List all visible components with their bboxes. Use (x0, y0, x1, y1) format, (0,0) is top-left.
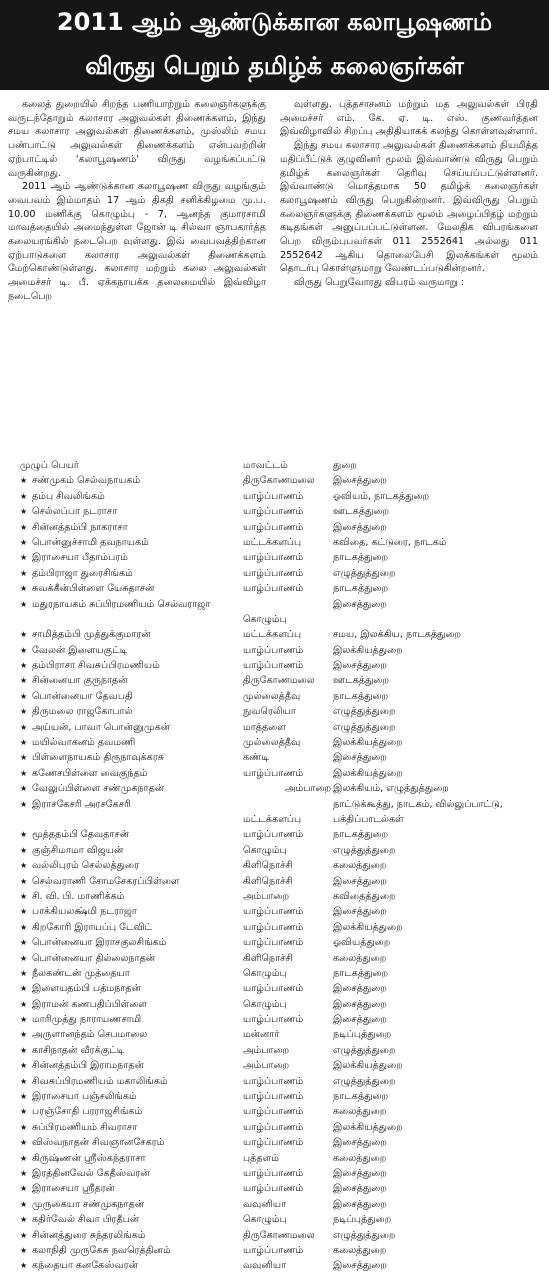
article-column-left (8, 98, 266, 426)
table-row (20, 781, 545, 796)
awardee-district: அம்பாறை (243, 890, 290, 902)
awardee-district: யாழ்ப்பாணம் (243, 521, 304, 533)
awardee-district: யாழ்ப்பாணம் (243, 1183, 304, 1195)
awardee-field: எழுத்துத்துறை (333, 1229, 396, 1241)
header-district: மாவட்டம் (243, 460, 288, 471)
awardee-district: அம்பாறை (285, 783, 332, 795)
awardee-name: வல்லிபுரம் செல்லத்துரை (32, 860, 140, 872)
awardee-name: தம்பிராஜா துரைசிங்கம் (32, 567, 133, 579)
star-bullet-icon: ★ (20, 799, 28, 809)
table-row (20, 520, 545, 535)
table-row (20, 797, 545, 828)
awardee-district: கொழும்பு (243, 844, 287, 856)
awardee-district: கொழும்பு (243, 998, 287, 1010)
awardee-field: கலைத்துறை (333, 860, 387, 872)
awardee-field: இசைத்துறை (333, 521, 387, 533)
table-row (20, 473, 545, 488)
awardee-name: காசிநாதன் வீரக்குட்டி (32, 1044, 125, 1056)
awardee-name: பொன்னையா தில்லைநாதன் (32, 952, 156, 964)
awardee-name: அய்யன், பாவா பொன்னுமுகன் (32, 721, 171, 733)
table-row (20, 1027, 545, 1042)
table-row (20, 1166, 545, 1181)
star-bullet-icon: ★ (20, 599, 28, 609)
awardee-name: சி. வி. பி. மாணிக்கம் (32, 890, 125, 902)
awardee-field: இசைத்துறை (333, 475, 387, 487)
awardee-name: வேலன் இளையகுட்டி (32, 644, 128, 656)
star-bullet-icon: ★ (20, 568, 28, 578)
star-bullet-icon: ★ (20, 876, 28, 886)
awardee-field: நாட்டுக்கூத்து, நாடகம், வில்லுப்பாட்டு, பக்திப்பாடல்கள் (333, 798, 503, 826)
table-row (20, 1120, 545, 1135)
awardee-district: மட்டக்களப்பு (243, 629, 302, 641)
awardee-district: யாழ்ப்பாணம் (243, 829, 304, 841)
star-bullet-icon: ★ (20, 1199, 28, 1209)
star-bullet-icon: ★ (20, 522, 28, 532)
awardee-name: பொன்னையா தேவபதி (32, 690, 133, 702)
table-row (20, 1181, 545, 1196)
awardee-name: கிறகோரி இராயப்பு டேவிட் (32, 921, 153, 933)
awardee-district: கிளிநொச்சி (243, 952, 293, 964)
awardee-district: வவுனியா (243, 1260, 287, 1272)
awardee-field: இசைத்துறை (333, 1168, 387, 1179)
star-bullet-icon: ★ (20, 645, 28, 655)
table-row (20, 1243, 545, 1258)
star-bullet-icon: ★ (20, 1215, 28, 1225)
awardee-name: திருமலை ராஜகோபால் (32, 706, 133, 718)
awardee-district: யாழ்ப்பாணம் (243, 1014, 304, 1026)
awardee-district: யாழ்ப்பாணம் (243, 983, 304, 995)
awardee-table (20, 458, 545, 1274)
awardee-field: இலக்கியத்துறை (333, 1121, 403, 1133)
awardee-name: சிவசுப்பிரமணியம் மகாலிங்கம் (32, 1075, 168, 1087)
table-row (20, 920, 545, 935)
table-row (20, 704, 545, 719)
awardee-field: இலக்கியத்துறை (333, 1060, 403, 1072)
awardee-field: இசைத்துறை (333, 752, 387, 764)
star-bullet-icon: ★ (20, 1045, 28, 1055)
star-bullet-icon: ★ (20, 1107, 28, 1117)
awardee-district: யாழ்ப்பாணம் (243, 767, 304, 779)
table-row (20, 489, 545, 504)
awardee-name: முருகையா சண்முகநாதன் (32, 1198, 145, 1210)
star-bullet-icon: ★ (20, 630, 28, 640)
awardee-field: இசைத்துறை (333, 1014, 387, 1026)
star-bullet-icon: ★ (20, 722, 28, 732)
awardee-field: கவிதைத்துறை (333, 890, 396, 902)
headline-line-2: விருது பெறும் தமிழ்க் கலைஞர்கள் (85, 52, 464, 80)
awardee-field: இசைத்துறை (333, 1260, 387, 1272)
awardee-name: சின்னையா குருநாதன் (32, 675, 128, 687)
awardee-district: புத்தளம் (243, 1152, 280, 1164)
awardee-field: எழுத்துத்துறை (333, 1044, 396, 1056)
star-bullet-icon: ★ (20, 938, 28, 948)
awardee-name: கந்தையா கனகேஸ்வரன் (32, 1260, 139, 1272)
star-bullet-icon: ★ (20, 1261, 28, 1271)
awardee-field: இலக்கியத்துறை (333, 921, 403, 933)
awardee-field: இசைத்துறை (333, 998, 387, 1010)
star-bullet-icon: ★ (20, 584, 28, 594)
awardee-field: எழுத்துத்துறை (333, 844, 396, 856)
awardee-field: எழுத்துத்துறை (333, 567, 396, 579)
awardee-field: சமய, இலக்கிய, நாடகத்துறை (333, 629, 462, 641)
star-bullet-icon: ★ (20, 968, 28, 978)
awardee-name: கணேசபிள்ளை வைகுந்தம் (32, 767, 148, 779)
awardee-name: சுவக்கீன்பிள்ளை யேசுதாசன் (32, 583, 155, 595)
awardee-district: மாத்தளை (243, 721, 286, 733)
awardee-field: இலக்கியம், எழுத்துத்துறை (333, 783, 449, 795)
star-bullet-icon: ★ (20, 1138, 28, 1148)
table-row (20, 566, 545, 581)
table-row (20, 750, 545, 765)
table-row (20, 889, 545, 904)
article-paragraph: கலைத் துறையில் சிறந்த பணியாற்றும் கலைஞர்களுக்கு வருடந்தோறும் கலாசார அலுவல்கள் திணைக்களம், இந்து சமய கலாசார அலுவல்கள் திணைக்களம், முஸ்லிம் சமய பண்பாட்டு அலுவல்கள் திணைக்களம் என்பவற்றின் ஏற்பாட்டில் 'கலாபூஷணம்' விருது வழங்கப்பட்டு வருகின்றது. (8, 99, 266, 179)
awardee-field: எழுத்துத்துறை (333, 706, 396, 718)
awardee-district: கொழும்பு (243, 967, 287, 979)
star-bullet-icon: ★ (20, 676, 28, 686)
table-row (20, 581, 545, 596)
awardee-field: ஊடகத்துறை (333, 506, 390, 518)
awardee-name: கலாநிதி முருகேசு நவரெத்தினம் (32, 1244, 171, 1256)
star-bullet-icon: ★ (20, 1230, 28, 1240)
star-bullet-icon: ★ (20, 861, 28, 871)
table-row (20, 597, 545, 628)
table-row (20, 1058, 545, 1073)
awardee-name: சின்னத்துரை சுந்தரலிங்கம் (32, 1229, 146, 1241)
awardee-name: நீலகண்டன் முத்தையா (32, 967, 130, 979)
table-row (20, 1104, 545, 1119)
awardee-field: எழுத்துத்துறை (333, 1075, 396, 1087)
star-bullet-icon: ★ (20, 953, 28, 963)
awardee-field: கலைத்துறை (333, 952, 387, 964)
table-row (20, 951, 545, 966)
awardee-name: விஸ்வநாதன் சிவஞானசேகரம் (32, 1137, 165, 1149)
table-row (20, 858, 545, 873)
awardee-name: மூத்ததம்பி தேவதாசன் (32, 829, 130, 841)
table-row (20, 874, 545, 889)
star-bullet-icon: ★ (20, 830, 28, 840)
awardee-field: இசைத்துறை (333, 1183, 387, 1195)
awardee-field: ஓவியத்துறை (333, 937, 391, 949)
awardee-district: கிளிநொச்சி (243, 875, 293, 887)
awardee-district: யாழ்ப்பாணம் (243, 1168, 304, 1179)
article-column-right (280, 98, 538, 426)
awardee-name: சின்னத்தம்பி இராமநாதன் (32, 1060, 144, 1072)
star-bullet-icon: ★ (20, 1153, 28, 1163)
table-row (20, 1197, 545, 1212)
star-bullet-icon: ★ (20, 738, 28, 748)
awardee-name: இராமன் கணபதிப்பிள்ளை (32, 998, 147, 1010)
star-bullet-icon: ★ (20, 1092, 28, 1102)
awardee-field: நாடகத்துறை (333, 1091, 389, 1103)
awardee-district: யாழ்ப்பாணம் (243, 644, 304, 656)
table-row (20, 535, 545, 550)
awardee-name: கிருஷ்ணன் ஸ்ரீஸ்கந்தராசா (32, 1152, 146, 1164)
awardee-district: கண்டி (243, 752, 269, 764)
awardee-name: செல்லப்பா நடராசா (32, 506, 118, 518)
awardee-district: யாழ்ப்பாணம் (243, 490, 304, 502)
awardee-name: தம்பு சிவலிங்கம் (32, 490, 105, 502)
table-row (20, 904, 545, 919)
table-row (20, 935, 545, 950)
star-bullet-icon: ★ (20, 1030, 28, 1040)
star-bullet-icon: ★ (20, 1169, 28, 1178)
awardee-field: ஓவியம், நாடகத்துறை (333, 490, 430, 502)
awardee-district: யாழ்ப்பாணம் (243, 660, 304, 672)
awardee-field: இசைத்துறை (333, 660, 387, 672)
header-field: துறை (333, 460, 357, 471)
awardee-district: யாழ்ப்பாணம் (243, 1137, 304, 1149)
awardee-name: தம்பிராசா சிவசுப்பிரமணியம் (32, 660, 160, 672)
headline-line-1: 2011 ஆம் ஆண்டுக்கான கலாபூஷணம் (56, 8, 493, 36)
header-name: முழுப் பெயர் (20, 460, 79, 471)
star-bullet-icon: ★ (20, 661, 28, 671)
table-row (20, 1228, 545, 1243)
awardee-district: யாழ்ப்பாணம் (243, 552, 304, 564)
star-bullet-icon: ★ (20, 1122, 28, 1132)
awardee-district: கிளிநொச்சி (243, 860, 293, 872)
awardee-district: வவுனியா (243, 1198, 287, 1210)
awardee-name: சின்னத்தம்பி நாகராசா (32, 521, 128, 533)
awardee-name: சண்முகம் செல்வநாயகம் (32, 475, 141, 487)
awardee-name: சுப்பிரமணியம் சிவராசா (32, 1121, 138, 1133)
table-row (20, 1043, 545, 1058)
star-bullet-icon: ★ (20, 507, 28, 517)
awardee-district: அம்பாறை (243, 1060, 290, 1072)
awardee-district: அம்பாறை (243, 1044, 290, 1056)
awardee-name: இராசையா பீதாம்பரம் (32, 552, 128, 564)
awardee-district: மட்டக்களப்பு (243, 814, 302, 825)
awardee-field: இசைத்துறை (333, 875, 387, 887)
article-paragraph: 2011 ஆம் ஆண்டுக்கான கலாபூஷண விருது வழங்கும் வைபவம் இம்மாதம் 17 ஆம் திகதி சனிக்கிழமை மு.ப. 10.00 மணிக்கு கொழும்பு - 7, ஆனந்த குமாரசாமி மாவத்தையில் அமைந்துள்ள ஜோன் டி சில்வா ஞாபகார்த்த கலையரங்கில் நடைபெற வுள்ளது. இவ் வைபவத்திற்கான ஏற்பாடுகளை கலாசார அலுவல்கள் திணைக்களம் மேற்கொண்டுள்ளது. கலாசார மற்றும் கலை அலுவல்கள் அமைச்சர் டி. பீ. ஏக்கநாயக்க தலைமையில் இவ்விழா நடைபெற (8, 181, 266, 302)
awardee-name: இரத்தினவேல் கேதீஸ்வரன் (32, 1168, 150, 1179)
awardee-name: பாக்கியலக்ஷ்மி நடராஜா (32, 906, 137, 918)
awardee-field: கவிதை, கட்டுரை, நாடகம் (333, 536, 447, 548)
awardee-field: நாடகத்துறை (333, 829, 389, 841)
awardee-district: யாழ்ப்பாணம் (243, 921, 304, 933)
awardee-name: பிள்ளைநாயகம் திருநாவுக்கரசு (32, 752, 165, 764)
awardee-district: யாழ்ப்பாணம் (243, 937, 304, 949)
table-row (20, 735, 545, 750)
star-bullet-icon: ★ (20, 845, 28, 855)
star-bullet-icon: ★ (20, 984, 28, 994)
table-row (20, 997, 545, 1012)
awardee-field: இசைத்துறை (333, 906, 387, 918)
article-paragraph: இந்து சமய கலாசார அலுவல்கள் திணைக்களம் நியமித்த மதிப்பீட்டுக் குழுவினர் மூலம் இவ்வாண்டு விருது பெறும் தமிழ்க் கலைஞர்கள் தெரிவு செய்யப்பட்டுள்ளனர். இவ்வாண்டு மொத்தமாக 50 தமிழ்க் கலைஞர்கள் கலாபூஷணம் விருது பெறுகின்றனர். இவ்விருது பெறும் கலைஞர்களுக்கு திணைக்களம் மூலம் அழைப்பிதழ் மற்றும் கடிதங்கள் அனுப்பப்பட்டுள்ளன. மேலதிக விபரங்களை பெற விரும்புபவர்கள் 011 2552641 அல்லது 011 2552642 ஆகிய தொலைபேசி இலக்கங்கள் மூலம் தொடர்பு கொள்ளுமாறு வேண்டப்படுகின்றனர். (280, 140, 538, 275)
table-row (20, 1074, 545, 1089)
awardee-district: யாழ்ப்பாணம் (243, 1244, 304, 1256)
awardee-district: திருகோணமலை (243, 675, 315, 687)
article-paragraph: விருது பெறுவோரது விபரம் வருமாறு : (294, 277, 465, 289)
awardee-field: இலக்கியத்துறை (333, 644, 403, 656)
awardee-name: செல்வராணி சோமசேகரப்பிள்ளை (32, 875, 180, 887)
awardee-field: நடிப்புத்துறை (333, 1214, 392, 1226)
star-bullet-icon: ★ (20, 922, 28, 932)
star-bullet-icon: ★ (20, 891, 28, 901)
awardee-field: இசைத்துறை (333, 598, 387, 610)
awardee-field: இசைத்துறை (333, 1137, 387, 1149)
awardee-district: யாழ்ப்பாணம் (243, 1121, 304, 1133)
table-row (20, 720, 545, 735)
awardee-name: குஞ்சிமாமா விஜயன் (32, 844, 124, 856)
awardee-district: திருகோணமலை (243, 1229, 315, 1241)
awardee-name: பரஞ்சோதி பரராஜசிங்கம் (32, 1106, 143, 1118)
awardee-name: மாரிமுத்து நாராயணசாமி (32, 1014, 142, 1026)
table-row (20, 627, 545, 642)
awardee-district: நுவரெலியா (243, 706, 296, 718)
star-bullet-icon: ★ (20, 537, 28, 547)
awardee-district: யாழ்ப்பாணம் (243, 1075, 304, 1087)
table-row (20, 1258, 545, 1273)
table-row (20, 550, 545, 565)
table-row (20, 1135, 545, 1150)
table-row (20, 766, 545, 781)
table-row (20, 1012, 545, 1027)
table-row (20, 643, 545, 658)
star-bullet-icon: ★ (20, 1015, 28, 1025)
star-bullet-icon: ★ (20, 476, 28, 486)
awardee-name: பொன்னையா இராசகுலசிங்கம் (32, 937, 167, 949)
star-bullet-icon: ★ (20, 491, 28, 501)
awardee-district: கொழும்பு (243, 1214, 287, 1226)
star-bullet-icon: ★ (20, 753, 28, 763)
awardee-district: கொழும்பு (243, 613, 287, 625)
table-row (20, 689, 545, 704)
awardee-district: மட்டக்களப்பு (243, 536, 302, 548)
table-row (20, 673, 545, 688)
awardee-field: இலக்கியத்துறை (333, 737, 403, 749)
awardee-district: மன்னார் (243, 1029, 280, 1041)
awardee-name: இராசையா பஞ்சலிங்கம் (32, 1091, 137, 1103)
table-row (20, 504, 545, 519)
awardee-field: இசைத்துறை (333, 983, 387, 995)
star-bullet-icon: ★ (20, 999, 28, 1009)
awardee-name: கதிர்வேல் சிவா பிரதீபன் (32, 1214, 140, 1226)
awardee-district: யாழ்ப்பாணம் (243, 1091, 304, 1103)
awardee-district: யாழ்ப்பாணம் (243, 567, 304, 579)
star-bullet-icon: ★ (20, 553, 28, 563)
awardee-field: நாடகத்துறை (333, 690, 389, 702)
awardee-field: கலைத்துறை (333, 1244, 387, 1256)
awardee-field: கலைத்துறை (333, 1106, 387, 1118)
awardee-name: மதுரநாயகம் சுப்பிரமணியம் செல்வராஜா (32, 598, 211, 610)
headline-banner (0, 0, 549, 90)
awardee-district: முல்லைத்தீவு (243, 690, 301, 702)
star-bullet-icon: ★ (20, 1245, 28, 1255)
star-bullet-icon: ★ (20, 707, 28, 717)
table-row (20, 1151, 545, 1166)
awardee-field: கலைத்துறை (333, 1152, 387, 1164)
article-paragraph: வுள்ளது. புத்தசாசனம் மற்றும் மத அலுவல்கள் பிரதி அமைச்சர் எம். கே. ஏ. டி. எஸ். குணவர்த்தன இவ்விழாவில் சிறப்பு அதிதியாகக் கலந்து கொள்ளவுள்ளார். (280, 99, 538, 138)
awardee-district: யாழ்ப்பாணம் (243, 583, 304, 595)
table-row (20, 966, 545, 981)
star-bullet-icon: ★ (20, 691, 28, 701)
awardee-name: வேலுப்பிள்ளை சண்முகநாதன் (32, 783, 165, 795)
awardee-field: இலக்கியத்துறை (333, 767, 403, 779)
awardee-field: ஊடகத்துறை (333, 675, 390, 687)
awardee-name: அருளானந்தம் செபமாலை (32, 1029, 148, 1041)
awardee-district: யாழ்ப்பாணம் (243, 1106, 304, 1118)
table-row (20, 1212, 545, 1227)
star-bullet-icon: ★ (20, 784, 28, 794)
awardee-name: மயில்வாகனம் தவமணி (32, 737, 136, 749)
awardee-field: நாடகத்துறை (333, 967, 389, 979)
table-row (20, 827, 545, 842)
star-bullet-icon: ★ (20, 1184, 28, 1194)
awardee-name: பொன்னுச்சாமி தவநாயகம் (32, 536, 149, 548)
table-row (20, 658, 545, 673)
star-bullet-icon: ★ (20, 1061, 28, 1071)
awardee-field: இசைத்துறை (333, 1198, 387, 1210)
awardee-name: இளையதம்பி பத்மநாதன் (32, 983, 141, 995)
table-rows (20, 473, 545, 1273)
awardee-district: திருகோணமலை (243, 475, 315, 487)
star-bullet-icon: ★ (20, 907, 28, 917)
awardee-name: இராசையா ஸ்ரீதரன் (32, 1183, 115, 1195)
table-row (20, 981, 545, 996)
star-bullet-icon: ★ (20, 768, 28, 778)
awardee-district: யாழ்ப்பாணம் (243, 906, 304, 918)
star-bullet-icon: ★ (20, 1076, 28, 1086)
table-row (20, 843, 545, 858)
awardee-district: யாழ்ப்பாணம் (243, 506, 304, 518)
awardee-name: இராசகேசரி அரசகேசரி (32, 798, 131, 810)
awardee-name: சாமித்தம்பி முத்துக்குமாரன் (32, 629, 151, 641)
awardee-field: நடிப்புத்துறை (333, 1029, 392, 1041)
awardee-district: முல்லைத்தீவு (243, 737, 301, 749)
awardee-field: நாடகத்துறை (333, 552, 389, 564)
table-header (20, 458, 545, 473)
awardee-field: எழுத்துத்துறை (333, 721, 396, 733)
table-row (20, 1089, 545, 1104)
awardee-field: நாடகத்துறை (333, 583, 389, 595)
article-body (8, 98, 541, 426)
